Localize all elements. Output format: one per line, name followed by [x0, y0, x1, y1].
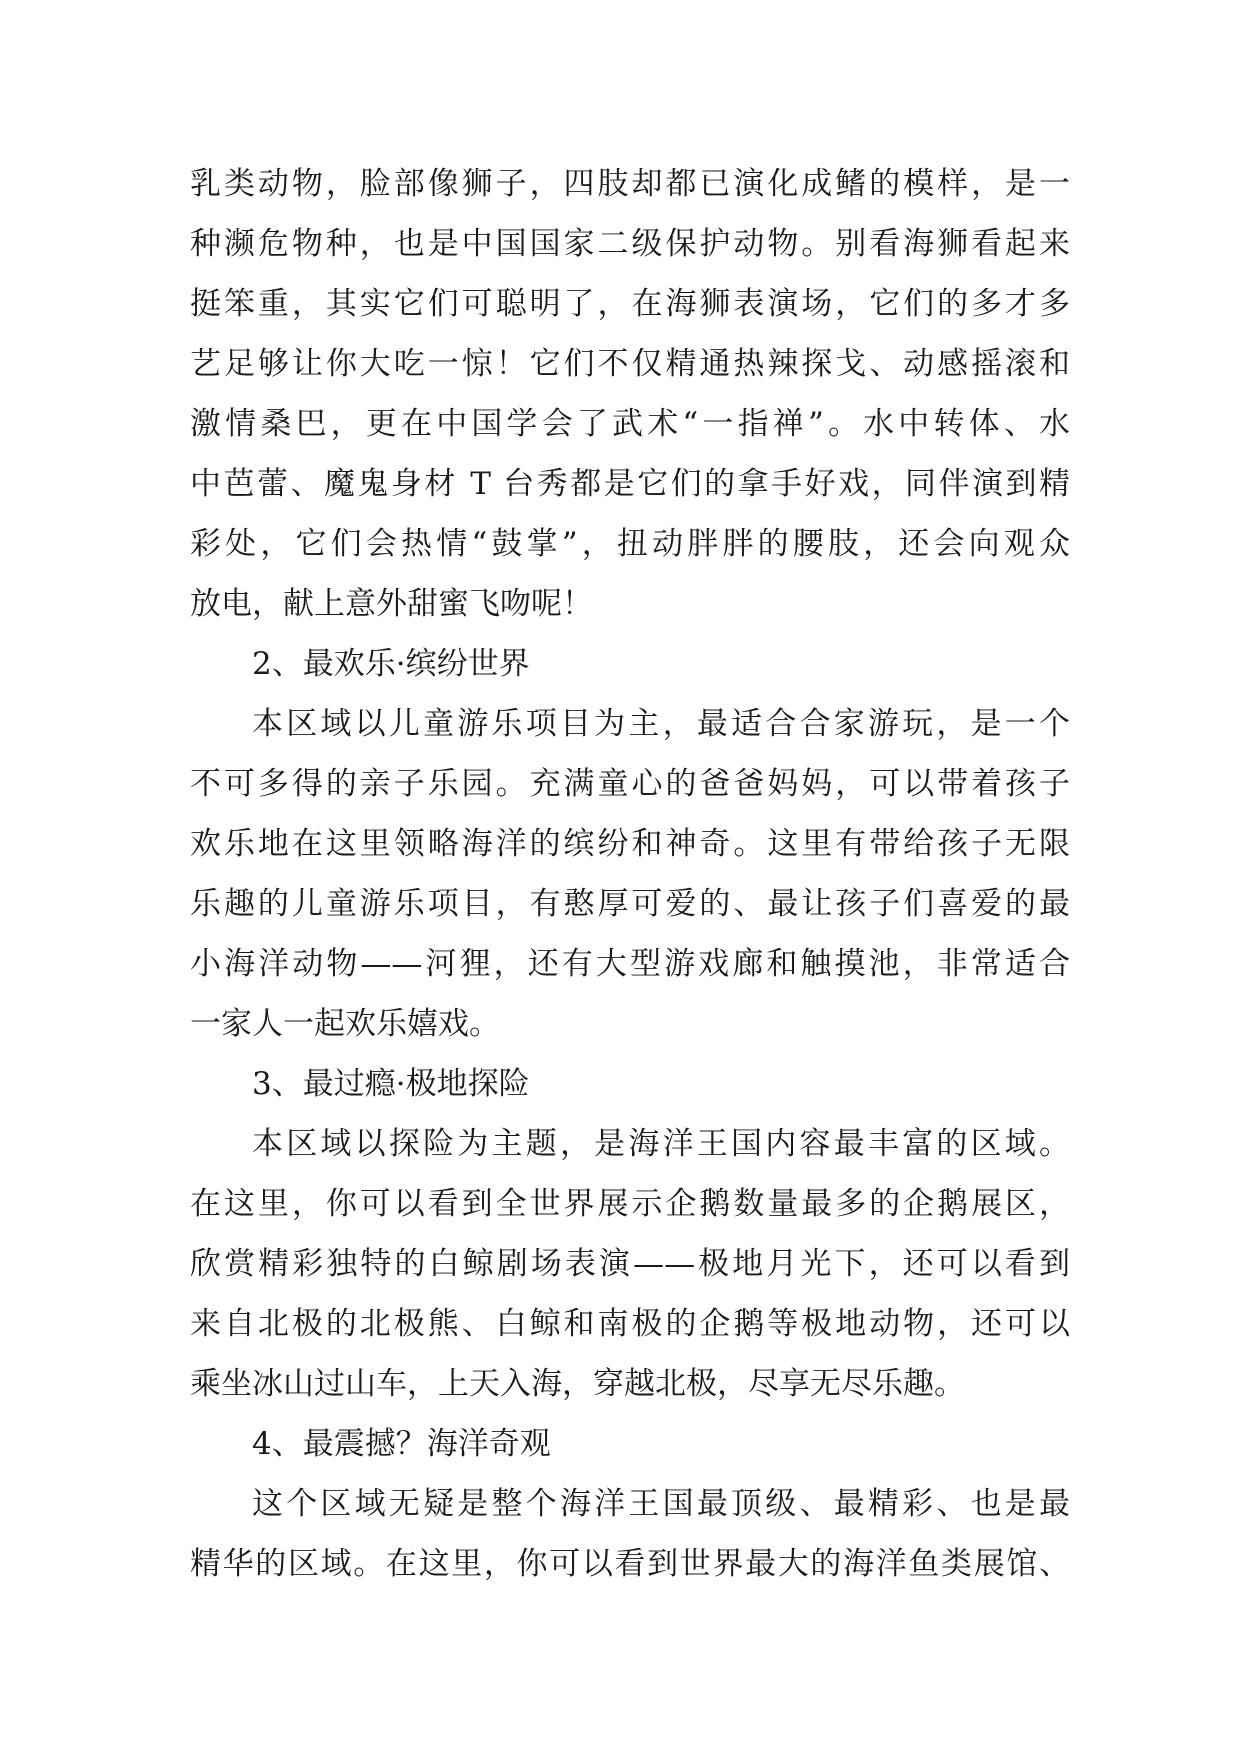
- paragraph-line: 本区域以探险为主题，是海洋王国内容最丰富的区域。: [252, 1126, 1070, 1162]
- section-heading: 4、最震撼？海洋奇观: [252, 1426, 551, 1462]
- paragraph-line: 乳类动物，脸部像狮子，四肢却都已演化成鳍的模样，是一: [190, 166, 1070, 202]
- paragraph-line: 放电，献上意外甜蜜飞吻呢！: [190, 586, 593, 622]
- paragraph-line: 来自北极的北极熊、白鲸和南极的企鹅等极地动物，还可以: [190, 1306, 1070, 1342]
- paragraph-line: 欢乐地在这里领略海洋的缤纷和神奇。这里有带给孩子无限: [190, 826, 1070, 862]
- paragraph-line: 艺足够让你大吃一惊！它们不仅精通热辣探戈、动感摇滚和: [190, 346, 1070, 382]
- paragraph-line: 激情桑巴，更在中国学会了武术“一指禅”。水中转体、水: [190, 406, 1070, 442]
- section-heading: 3、最过瘾·极地探险: [252, 1066, 530, 1102]
- paragraph-line: 精华的区域。在这里，你可以看到世界最大的海洋鱼类展馆、: [190, 1546, 1070, 1582]
- paragraph-line: 挺笨重，其实它们可聪明了，在海狮表演场，它们的多才多: [190, 286, 1070, 322]
- paragraph-line: 这个区域无疑是整个海洋王国最顶级、最精彩、也是最: [252, 1486, 1070, 1522]
- paragraph-line: 一家人一起欢乐嬉戏。: [190, 1006, 500, 1042]
- paragraph-line: 本区域以儿童游乐项目为主，最适合合家游玩，是一个: [252, 706, 1070, 742]
- section-heading: 2、最欢乐·缤纷世界: [252, 646, 530, 682]
- paragraph-line: 在这里，你可以看到全世界展示企鹅数量最多的企鹅展区，: [190, 1186, 1070, 1222]
- paragraph-line: 彩处，它们会热情“鼓掌”，扭动胖胖的腰肢，还会向观众: [190, 526, 1070, 562]
- paragraph-line: 不可多得的亲子乐园。充满童心的爸爸妈妈，可以带着孩子: [190, 766, 1070, 802]
- paragraph-line: 小海洋动物——河狸，还有大型游戏廊和触摸池，非常适合: [190, 946, 1070, 982]
- document-body: [190, 154, 1070, 1594]
- paragraph-line: 种濒危物种，也是中国国家二级保护动物。别看海狮看起来: [190, 226, 1070, 262]
- paragraph-line: 欣赏精彩独特的白鲸剧场表演——极地月光下，还可以看到: [190, 1246, 1070, 1282]
- paragraph-line: 乘坐冰山过山车，上天入海，穿越北极，尽享无尽乐趣。: [190, 1366, 965, 1402]
- paragraph-line: 乐趣的儿童游乐项目，有憨厚可爱的、最让孩子们喜爱的最: [190, 886, 1070, 922]
- paragraph-line: 中芭蕾、魔鬼身材 T 台秀都是它们的拿手好戏，同伴演到精: [190, 466, 1070, 502]
